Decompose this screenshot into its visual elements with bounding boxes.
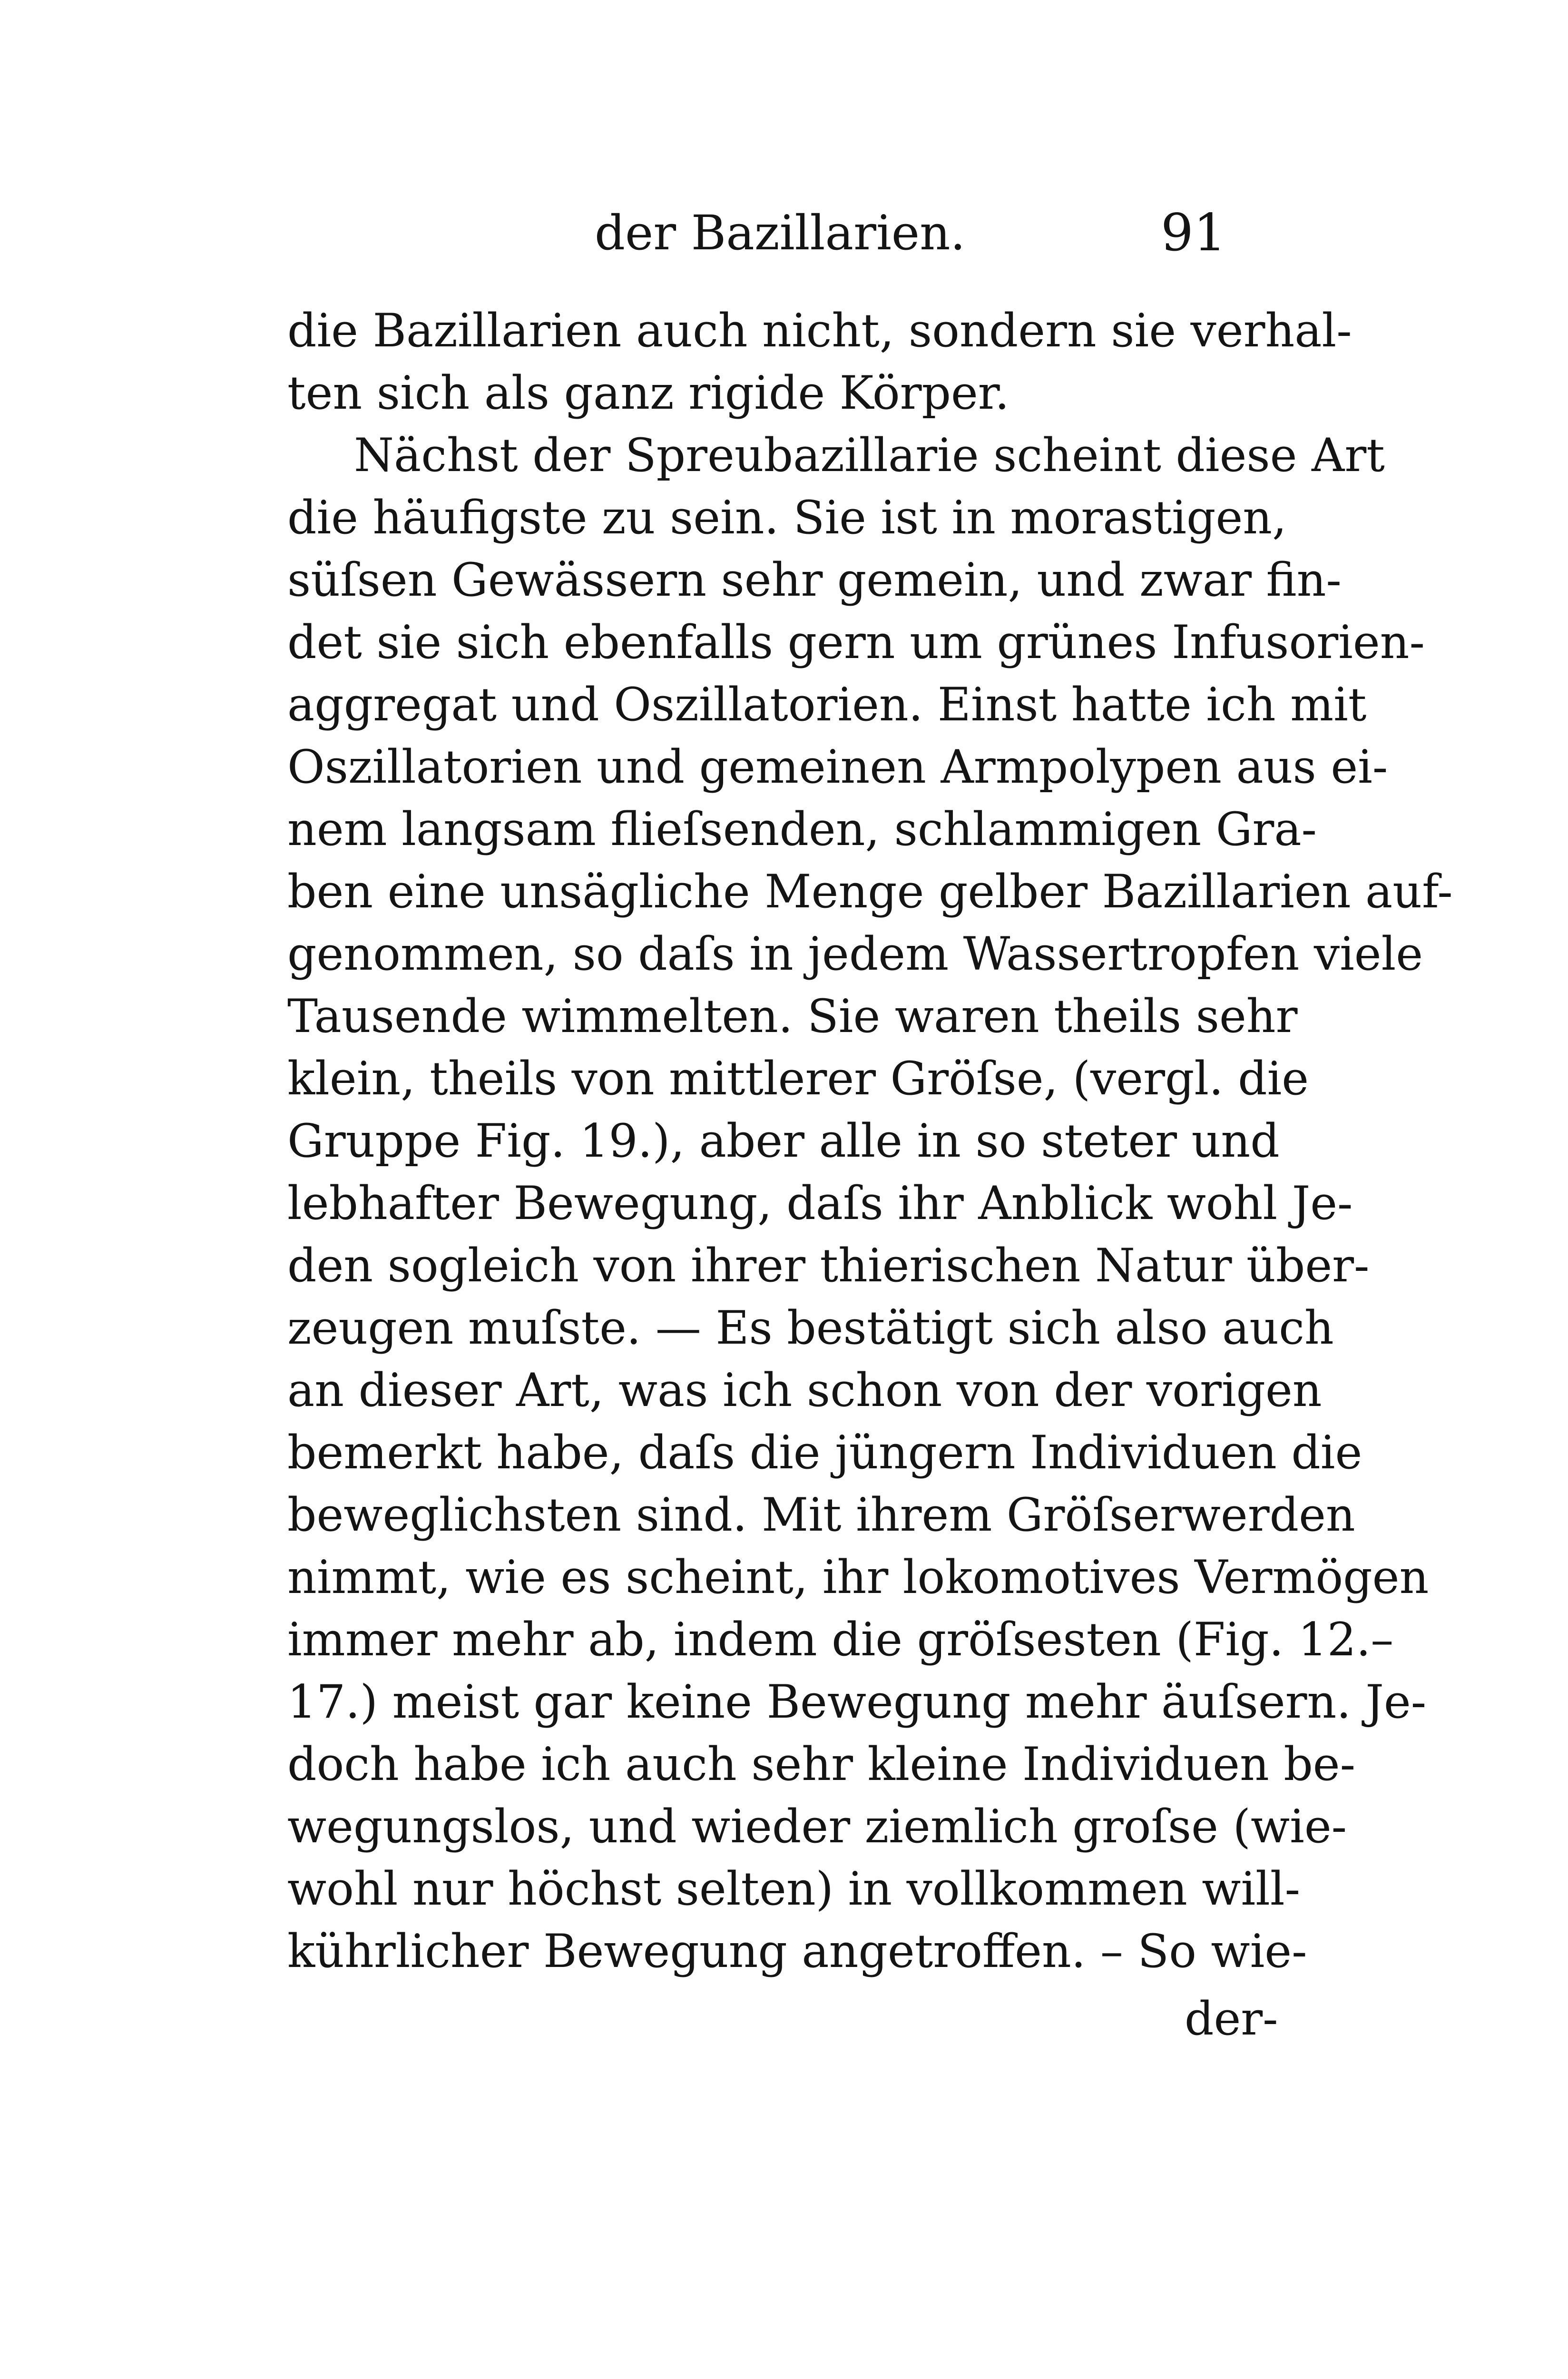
running-header: der Bazillarien. bbox=[595, 205, 966, 261]
text-line: ben eine unsägliche Menge gelber Bazillarien auf- bbox=[287, 865, 1453, 918]
text-line: an dieser Art, was ich schon von der vorigen bbox=[287, 1364, 1322, 1417]
text-line: die Bazillarien auch nicht, sondern sie verhal- bbox=[287, 304, 1352, 357]
text-line: zeugen muſste. — Es bestätigt sich also auch bbox=[287, 1301, 1334, 1355]
text-line: klein, theils von mittlerer Gröſse, (vergl. die bbox=[287, 1052, 1309, 1105]
text-line: wohl nur höchst selten) in vollkommen will- bbox=[287, 1862, 1301, 1916]
text-line: nimmt, wie es scheint, ihr lokomotives Vermögen bbox=[287, 1551, 1429, 1604]
text-line: Nächst der Spreubazillarie scheint diese Art bbox=[354, 429, 1385, 482]
text-line: lebhafter Bewegung, daſs ihr Anblick wohl Je- bbox=[287, 1177, 1353, 1230]
text-line: ten sich als ganz rigide Körper. bbox=[287, 366, 1009, 420]
text-line: beweglichsten sind. Mit ihrem Gröſserwerden bbox=[287, 1488, 1355, 1542]
text-line: aggregat und Oszillatorien. Einst hatte ich mit bbox=[287, 678, 1367, 731]
text-line: bemerkt habe, daſs die jüngern Individuen die bbox=[287, 1426, 1362, 1479]
text-line: nem langsam flieſsenden, schlammigen Gra- bbox=[287, 803, 1317, 856]
text-line: genommen, so daſs in jedem Wassertropfen viele bbox=[287, 927, 1423, 981]
text-line: Oszillatorien und gemeinen Armpolypen aus ei- bbox=[287, 740, 1388, 794]
text-line: Tausende wimmelten. Sie waren theils sehr bbox=[287, 990, 1298, 1043]
catchword: der- bbox=[1185, 1992, 1278, 2045]
text-line: die häufigste zu sein. Sie ist in morastigen, bbox=[287, 491, 1287, 544]
text-line: wegungslos, und wieder ziemlich groſse (wie- bbox=[287, 1800, 1347, 1853]
text-line: immer mehr ab, indem die gröſsesten (Fig. 12.– bbox=[287, 1613, 1394, 1666]
text-line: 17.) meist gar keine Bewegung mehr äuſsern. Je- bbox=[287, 1675, 1427, 1729]
body-text bbox=[287, 300, 1453, 1983]
text-line: süſsen Gewässern sehr gemein, und zwar fin- bbox=[287, 553, 1342, 607]
text-line: doch habe ich auch sehr kleine Individuen be- bbox=[287, 1738, 1356, 1791]
text-line: den sogleich von ihrer thierischen Natur über- bbox=[287, 1239, 1370, 1292]
text-line: kührlicher Bewegung angetroffen. – So wie- bbox=[287, 1925, 1307, 1978]
text-line: det sie sich ebenfalls gern um grünes Infusorien- bbox=[287, 616, 1425, 669]
text-line: Gruppe Fig. 19.), aber alle in so steter und bbox=[287, 1114, 1280, 1168]
page-number: 91 bbox=[1161, 203, 1226, 263]
